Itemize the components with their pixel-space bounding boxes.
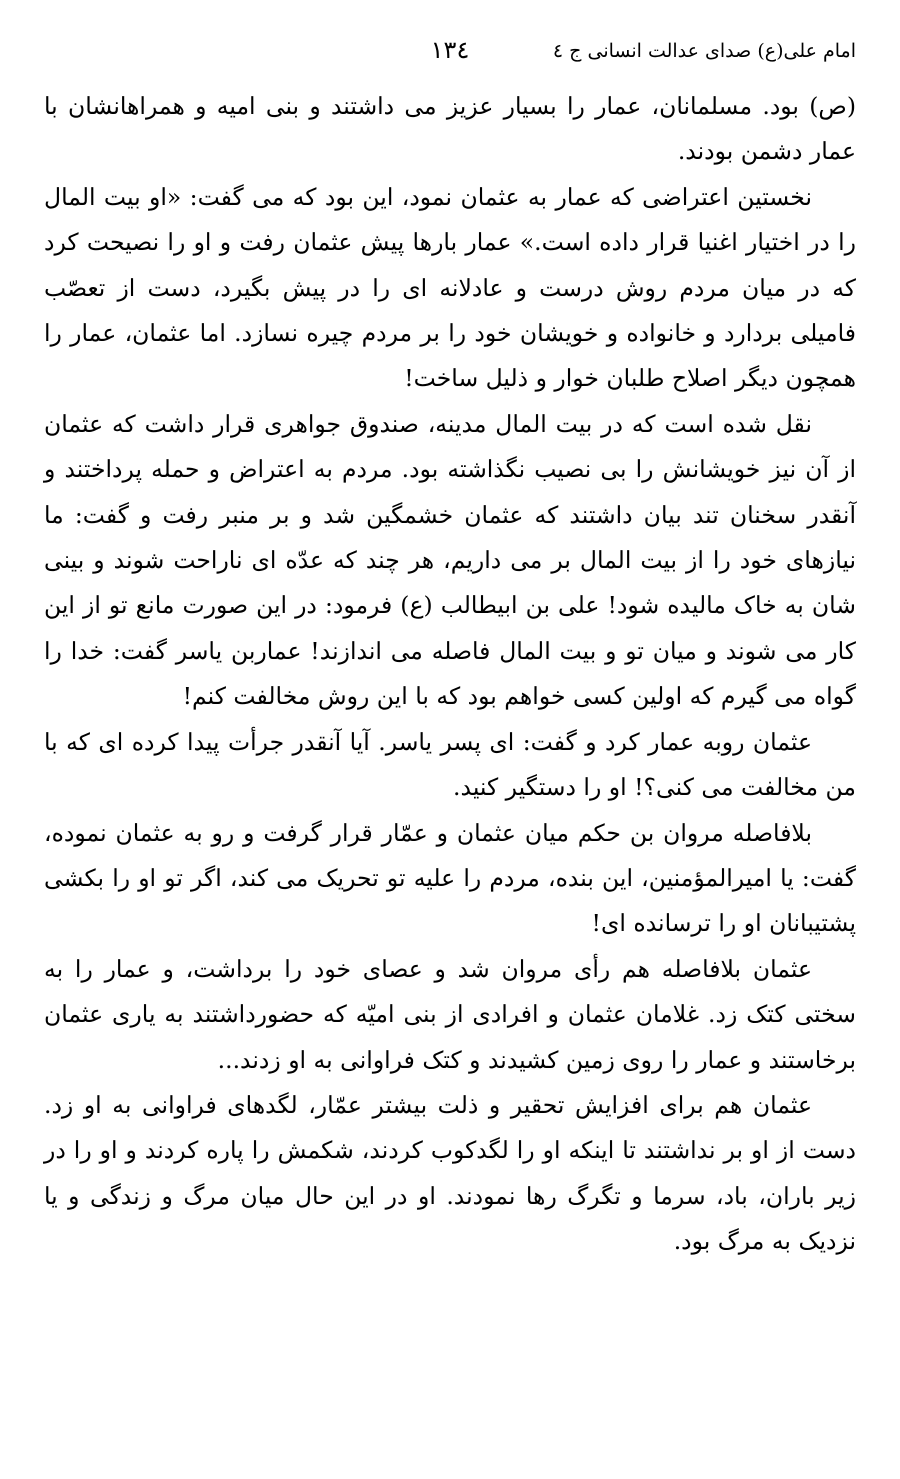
- page-header: [44, 36, 856, 76]
- paragraph-1: (ص) بود. مسلمانان، عمار را بسیار عزیز می داشتند و بنی امیه و همراهانشان با عمار دشمن بودند.: [44, 92, 856, 166]
- paragraph-2: نخستین اعتراضی که عمار به عثمان نمود، این بود که می گفت: «او بیت المال را در اختیار اغنیا قرار داده است.» عمار بارها پیش عثمان رفت و او را نصیحت کرد که در میان مردم روش درست و عادلانه ای را در پیش بگیرد، دست از تعصّب فامیلی بردارد و خانواده و خویشان خود را بر مردم چیره نسازد. اما عثمان، عمار را همچون دیگر اصلاح طلبان خوار و ذلیل ساخت!: [44, 182, 856, 393]
- paragraph-3: نقل شده است که در بیت المال مدینه، صندوق جواهری قرار داشت که عثمان از آن نیز خویشانش را بی نصیب نگذاشته بود. مردم به اعتراض و حمله پرداختند و آنقدر سخنان تند بیان داشتند که عثمان خشمگین شد و بر منبر رفت و گفت: ما نیازهای خود را از بیت المال بر می داریم، هر چند که عدّه ای ناراحت شوند و بینی شان به خاک مالیده شود! علی بن ابیطالب (ع) فرمود: در این صورت مانع تو از این کار می شوند و میان تو و بیت المال فاصله می اندازند! عماربن یاسر گفت: خدا را گواه می گیرم که اولین کسی خواهم بود که با این روش مخالفت کنم!: [44, 409, 856, 711]
- running-title: امام علی(ع) صدای عدالت انسانی ج ٤: [552, 40, 856, 62]
- paragraph-7: عثمان هم برای افزایش تحقیر و ذلت بیشتر عمّار، لگدهای فراوانی به او زد. دست از او بر نداشتند تا اینکه او را لگدکوب کردند، شکمش را پاره کردند و او را در زیر باران، باد، سرما و تگرگ رها نمودند. او در این حال میان مرگ و زندگی و یا نزدیک به مرگ بود.: [44, 1090, 856, 1256]
- paragraph-4: عثمان روبه عمار کرد و گفت: ای پسر یاسر. آیا آنقدر جرأت پیدا کرده ای که با من مخالفت می کنی؟! او را دستگیر کنید.: [44, 727, 856, 802]
- page-number: ١٣٤: [430, 36, 470, 64]
- paragraph-5: بلافاصله مروان بن حکم میان عثمان و عمّار قرار گرفت و رو به عثمان نموده، گفت: یا امیرالمؤمنین، این بنده، مردم را علیه تو تحریک می کند، اگر تو او را بکشی پشتیبانان او را ترسانده ای!: [44, 818, 856, 938]
- body-text: [44, 84, 856, 1265]
- paragraph-6: عثمان بلافاصله هم رأی مروان شد و عصای خود را برداشت، و عمار را به سختی کتک زد. غلامان عثمان و افرادی از بنی امیّه که حضورداشتند به یاری عثمان برخاستند و عمار را روی زمین کشیدند و کتک فراوانی به او زدند...: [44, 954, 856, 1074]
